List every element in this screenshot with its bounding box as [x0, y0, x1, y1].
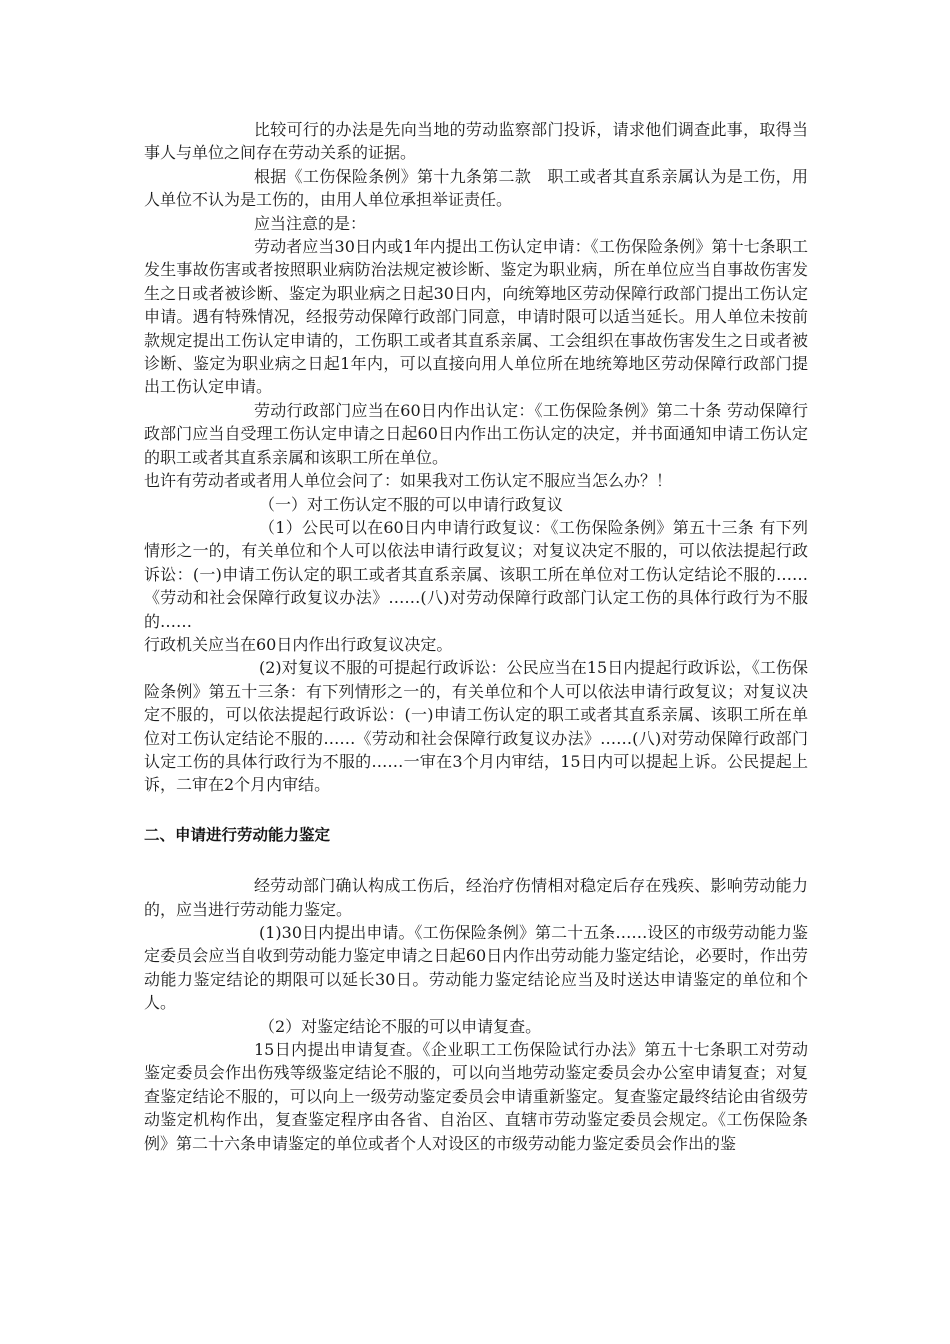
- paragraph-complaint-advice: 比较可行的办法是先向当地的劳动监察部门投诉，请求他们调查此事，取得当事人与单位之间存在劳动关系的证据。: [144, 120, 808, 163]
- paragraph-litigation: (2)对复议不服的可提起行政诉讼：公民应当在15日内提起行政诉讼，《工伤保险条例》第五十三条：有下列情形之一的，有关单位和个人可以依法申请行政复议；对复议决定不服的，可以依法提起行政诉讼：(一)申请工伤认定的职工或者其直系亲属、该职工所在单位对工伤认定结论不服的……《劳动和社会保障行政复议办法》……(八)对劳动保障行政部门认定工伤的具体行政行为不服的……一审在3个月内审结，15日内可以提起上诉。公民提起上诉，二审在2个月内审结。: [144, 658, 808, 795]
- paragraph-admin-review-detail: （1）公民可以在60日内申请行政复议：《工伤保险条例》第五十三条 有下列情形之一的，有关单位和个人可以依法申请行政复议；对复议决定不服的，可以依法提起行政诉讼：(一)申请工伤认定的职工或者其直系亲属、该职工所在单位对工伤认定结论不服的……《劳动和社会保障行政复议办法》……(八)对劳动保障行政部门认定工伤的具体行政行为不服的……: [144, 517, 808, 631]
- section-heading: 二、申请进行劳动能力鉴定: [144, 825, 331, 844]
- paragraph-reexamination-title: （2）对鉴定结论不服的可以申请复查。: [259, 1016, 542, 1036]
- document-body: [144, 118, 808, 1155]
- paragraph-admin-review-title: （一）对工伤认定不服的可以申请行政复议: [259, 494, 564, 514]
- paragraph-review-decision-deadline: 行政机关应当在60日内作出行政复议决定。: [144, 634, 453, 654]
- paragraph-appraisal-application: (1)30日内提出申请。《工伤保险条例》第二十五条……设区的市级劳动能力鉴定委员会应当自收到劳动能力鉴定申请之日起60日内作出劳动能力鉴定结论，必要时，作出劳动能力鉴定结论的期限可以延长30日。劳动能力鉴定结论应当及时送达申请鉴定的单位和个人。: [144, 923, 808, 1013]
- paragraph-question: 也许有劳动者或者用人单位会问了：如果我对工伤认定不服应当怎么办？！: [144, 471, 673, 491]
- paragraph-burden-of-proof: 根据《工伤保险条例》第十九条第二款 职工或者其直系亲属认为是工伤，用人单位不认为是工伤的，由用人单位承担举证责任。: [144, 166, 808, 210]
- paragraph-application-deadline: 劳动者应当30日内或1年内提出工伤认定申请：《工伤保险条例》第十七条职工发生事故伤害或者按照职业病防治法规定被诊断、鉴定为职业病，所在单位应当自事故伤害发生之日或者被诊断、鉴定为职业病之日起30日内，向统筹地区劳动保障行政部门提出工伤认定申请。遇有特殊情况，经报劳动保障行政部门同意，申请时限可以适当延长。用人单位未按前款规定提出工伤认定申请的，工伤职工或者其直系亲属、工会组织在事故伤害发生之日或者被诊断、鉴定为职业病之日起1年内，可以直接向用人单位所在地统筹地区劳动保障行政部门提出工伤认定申请。: [144, 237, 808, 397]
- paragraph-note: 应当注意的是：: [254, 213, 367, 233]
- paragraph-reexamination-detail: 15日内提出申请复查。《企业职工工伤保险试行办法》第五十七条职工对劳动鉴定委员会作出伤残等级鉴定结论不服的，可以向当地劳动鉴定委员会办公室申请复查；对复查鉴定结论不服的，可以向上一级劳动鉴定委员会申请重新鉴定。复查鉴定最终结论由省级劳动鉴定机构作出，复查鉴定程序由各省、自治区、直辖市劳动鉴定委员会规定。《工伤保险条例》第二十六条申请鉴定的单位或者个人对设区的市级劳动能力鉴定委员会作出的鉴: [144, 1040, 808, 1153]
- paragraph-appraisal-intro: 经劳动部门确认构成工伤后，经治疗伤情相对稳定后存在残疾、影响劳动能力的，应当进行劳动能力鉴定。: [144, 876, 808, 919]
- paragraph-determination-deadline: 劳动行政部门应当在60日内作出认定：《工伤保险条例》第二十条 劳动保障行政部门应当自受理工伤认定申请之日起60日内作出工伤认定的决定，并书面通知申请工伤认定的职工或者其直系亲属和该职工所在单位。: [144, 400, 808, 467]
